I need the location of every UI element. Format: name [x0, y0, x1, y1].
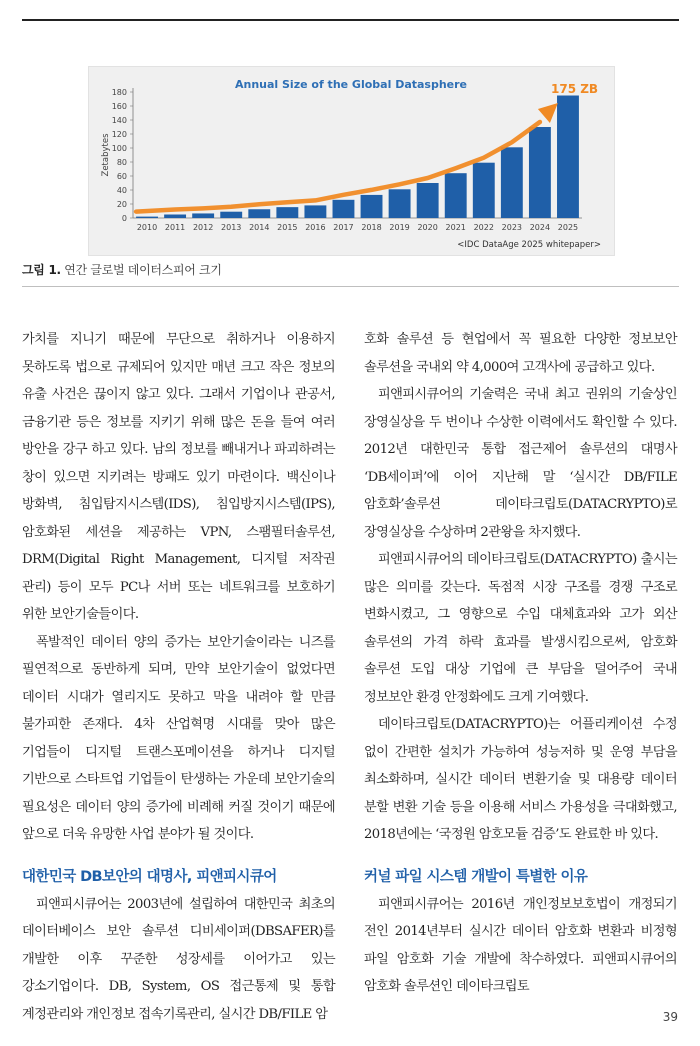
x-tick-label: 2022 — [473, 223, 494, 232]
paragraph: 피앤피시큐어는 2016년 개인정보보호법이 개정되기 전인 2014년부터 실시간 데이터 암호화 변환과 비정형 파일 암호화 기술 개발에 착수하였다. 피앤피시큐어의 암호화 솔루션인 데이타크립토 — [364, 896, 677, 994]
section-heading: 커널 파일 시스템 개발이 특별한 이유 — [364, 868, 588, 885]
bar-2012 — [192, 213, 214, 218]
x-tick-label: 2014 — [249, 223, 270, 232]
bar-2024 — [529, 127, 551, 218]
bar-2019 — [389, 189, 411, 218]
y-tick-label: 120 — [111, 130, 127, 139]
figure-box — [88, 66, 615, 256]
bar-2014 — [248, 209, 270, 218]
x-tick-label: 2023 — [501, 223, 523, 232]
right-column — [364, 326, 677, 1001]
figure-caption-text: 연간 글로벌 데이터스피어 크기 — [64, 263, 222, 277]
bar-2018 — [361, 195, 383, 218]
x-tick-label: 2017 — [333, 223, 354, 232]
x-tick-label: 2024 — [529, 223, 551, 232]
x-tick-label: 2019 — [389, 223, 410, 232]
y-tick-label: 180 — [111, 88, 127, 97]
paragraph: 호화 솔루션 등 현업에서 꼭 필요한 다양한 정보보안 솔루션을 국내외 약 4,000여 고객사에 공급하고 있다. — [364, 332, 677, 375]
chart-title: Annual Size of the Global Datasphere — [234, 78, 468, 91]
figure-label: 그림 1. — [22, 263, 61, 277]
datasphere-bar-chart — [89, 67, 614, 255]
y-tick-label: 40 — [116, 186, 127, 195]
paragraph: 데이타크립토(DATACRYPTO)는 어플리케이션 수정 없이 간편한 설치가 가능하여 성능저하 및 운영 부담을 최소화하며, 실시간 데이터 변환기술 및 대용량 데이터 분할 변환 기술 등을 이용해 서비스 가용성을 극대화했고, 2018년에는 ‘국정원 암호모듈 검증’도 완료한 바 있다. — [364, 717, 677, 842]
y-tick-label: 60 — [116, 172, 127, 181]
caption-rule — [22, 286, 679, 287]
bar-2010 — [136, 217, 158, 218]
y-tick-label: 100 — [111, 144, 127, 153]
bar-2025 — [557, 96, 579, 219]
y-tick-label: 160 — [111, 102, 127, 111]
bar-2017 — [333, 200, 355, 218]
x-tick-label: 2018 — [361, 223, 382, 232]
figure-caption — [22, 261, 222, 278]
y-axis-label: Zetabytes — [101, 133, 111, 177]
chart-source: <IDC DataAge 2025 whitepaper> — [457, 240, 601, 250]
y-tick-label: 140 — [111, 116, 127, 125]
section-heading: 대한민국 DB보안의 대명사, 피앤피시큐어 — [22, 868, 277, 885]
paragraph: 가치를 지니기 때문에 무단으로 취하거나 이용하지 못하도록 법으로 규제되어 있지만 매년 크고 작은 정보의 유출 사건은 끊이지 않고 있다. 그래서 기업이나 관공서, 금융기관 등은 정보를 지키기 위해 많은 돈을 들여 여러 방안을 강구 하고 있다. 남의 정보를 빼내거나 파괴하려는 창이 있으면 지키려는 방패도 있기 마련이다. 백신이나 방화벽, 침입탐지시스템(IDS), 침입방지시스템(IPS), 암호화된 세션을 제공하는 VPN, 스팸필터솔루션, DRM(Digital Right Management, 디지털 저작권 관리) 등이 모두 PC나 서버 또는 네트워크를 보호하기 위한 보안기술들이다. — [22, 332, 335, 622]
bar-2021 — [445, 173, 467, 218]
x-tick-label: 2013 — [221, 223, 242, 232]
bar-2023 — [501, 147, 523, 218]
x-tick-label: 2010 — [136, 223, 158, 232]
bar-2020 — [417, 183, 439, 218]
bar-2011 — [164, 215, 186, 219]
bar-2016 — [304, 205, 326, 218]
left-column — [22, 326, 335, 1028]
x-tick-label: 2015 — [277, 223, 298, 232]
page-number: 39 — [662, 1010, 678, 1024]
bar-2015 — [276, 207, 298, 218]
paragraph: 피앤피시큐어는 2003년에 설립하여 대한민국 최초의 데이터베이스 보안 솔루션 디비세이퍼(DBSAFER)를 개발한 이후 꾸준한 성장세를 이어가고 있는 강소기업이다. DB, System, OS 접근통제 및 통합 계정관리와 개인정보 접속기록관리, 실시간 DB/FILE 암 — [22, 896, 335, 1022]
paragraph: 피앤피시큐어의 기술력은 국내 최고 권위의 기술상인 장영실상을 두 번이나 수상한 이력에서도 확인할 수 있다. 2012년 대한민국 통합 접근제어 솔루션의 대명사 ‘DB세이퍼’에 이어 지난해 말 ‘실시간 DB/FILE 암호화’솔루션 데이타크립토(DATACRYPTO)로 장영실상을 수상하며 2관왕을 차지했다. — [364, 387, 677, 540]
top-rule — [22, 19, 679, 21]
bar-2022 — [473, 163, 495, 218]
y-tick-label: 80 — [116, 158, 127, 167]
x-tick-label: 2011 — [164, 223, 186, 232]
y-tick-label: 0 — [121, 214, 127, 223]
paragraph: 피앤피시큐어의 데이타크립토(DATACRYPTO) 출시는 많은 의미를 갖는다. 독점적 시장 구조를 경쟁 구조로 변화시켰고, 그 영향으로 수입 대체효과와 고가 외산 솔루션의 가격 하락 효과를 발생시킴으로써, 암호화 솔루션 도입 대상 기업에 큰 부담을 덜어주어 국내 정보보안 환경 안정화에도 크게 기여했다. — [364, 552, 677, 705]
x-tick-label: 2020 — [417, 223, 438, 232]
bar-2013 — [220, 212, 242, 218]
peak-annotation: 175 ZB — [551, 82, 599, 96]
y-tick-label: 20 — [116, 200, 127, 209]
x-tick-label: 2025 — [557, 223, 579, 232]
x-tick-label: 2012 — [192, 223, 214, 232]
x-tick-label: 2016 — [305, 223, 326, 232]
x-tick-label: 2021 — [445, 223, 466, 232]
paragraph: 폭발적인 데이터 양의 증가는 보안기술이라는 니즈를 필연적으로 동반하게 되며, 만약 보안기술이 없었다면 데이터 시대가 열리지도 못하고 막을 내려야 할 만큼 불가피한 존재다. 4차 산업혁명 시대를 맞아 많은 기업들이 디지털 트랜스포메이션을 하거나 디지털 기반으로 스타트업 기업들이 탄생하는 가운데 보안기술의 필요성은 데이터 양의 증가에 비례해 커질 것이기 때문에 앞으로 더욱 유망한 사업 분야가 될 것이다. — [22, 634, 335, 842]
